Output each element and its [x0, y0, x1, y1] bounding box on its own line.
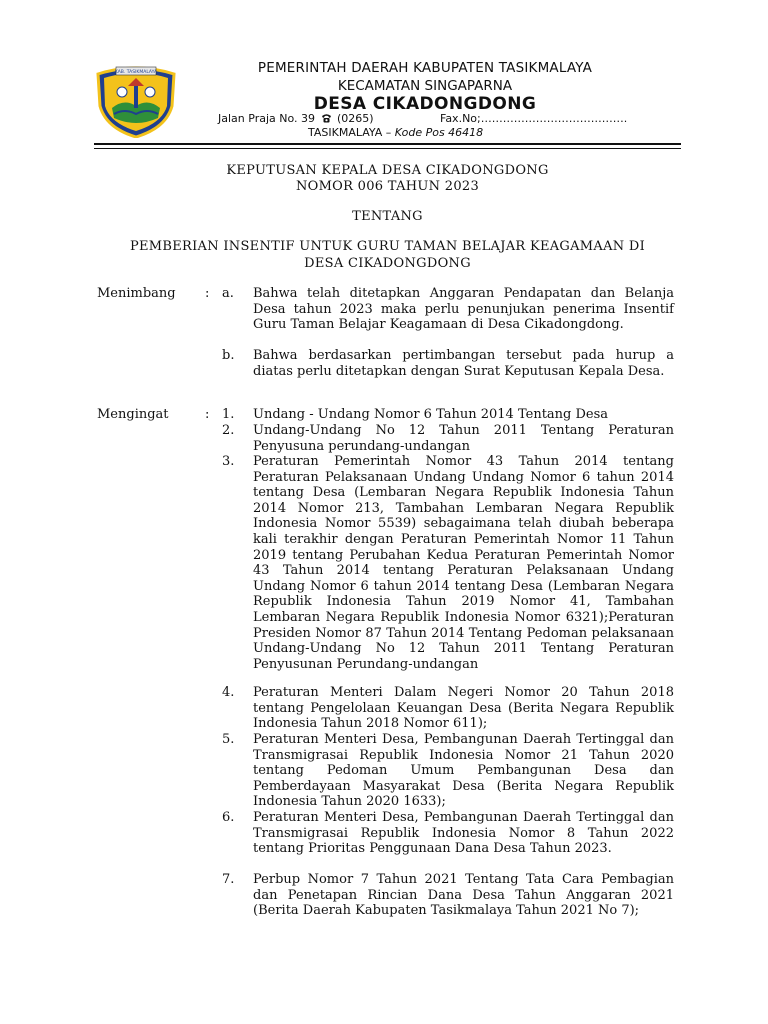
item-text: Peraturan Menteri Dalam Negeri Nomor 20 Tahun 2018 tentang Pengelolaan Keuangan Desa (Berita Negara Republik Indonesia Tahun 2018 Nomor 611);: [253, 685, 674, 732]
city-name: TASIKMALAYA –: [308, 126, 392, 139]
list-item: [222, 810, 674, 857]
regency-emblem-logo: [92, 62, 180, 138]
list-item: [222, 348, 674, 379]
city-postal-line: [308, 126, 483, 139]
decree-subject: [94, 238, 681, 272]
item-text: Peraturan Menteri Desa, Pembangunan Daerah Tertinggal dan Transmigrasai Republik Indonesia Nomor 21 Tahun 2020 tentang Pedoman Umum Pembangunan Desa dan Pemberdayaan Masyarakat Desa (Berita Negara Republik Indonesia Tahun 2020 1633);: [253, 732, 674, 810]
list-item: [222, 732, 674, 810]
list-item: [222, 685, 674, 732]
list-item: [222, 454, 674, 672]
address-line: [218, 112, 648, 125]
section-colon: :: [205, 286, 210, 301]
item-text: Bahwa berdasarkan pertimbangan tersebut pada hurup a diatas perlu ditetapkan dengan Surat Keputusan Kepala Desa.: [253, 348, 674, 379]
list-item: [222, 407, 674, 423]
letterhead-rule-thin: [94, 148, 681, 149]
item-text: Bahwa telah ditetapkan Anggaran Pendapatan dan Belanja Desa tahun 2023 maka perlu penunjukan penerima Insentif Guru Taman Belajar Keagamaan di Desa Cikadongdong.: [253, 286, 674, 333]
decree-subject-line-2: DESA CIKADONGDONG: [304, 256, 471, 271]
item-marker: 7.: [222, 872, 235, 887]
list-item: [222, 286, 674, 333]
list-item: [222, 872, 674, 919]
government-name: PEMERINTAH DAERAH KABUPATEN TASIKMALAYA: [257, 60, 593, 76]
fax-number: Fax.No;………………………………….: [440, 112, 628, 125]
phone-number: (0265): [337, 112, 374, 125]
section-label: Mengingat: [97, 407, 169, 422]
street-address: Jalan Praja No. 39: [218, 112, 316, 125]
postal-code: Kode Pos 46418: [394, 126, 484, 139]
section-label: Menimbang: [97, 286, 176, 301]
telephone-icon: [321, 113, 332, 123]
item-marker: 5.: [222, 732, 235, 747]
emblem-ribbon-text: KAB. TASIKMALAYA: [114, 70, 158, 75]
item-marker: 4.: [222, 685, 235, 700]
item-marker: 3.: [222, 454, 235, 469]
item-marker: a.: [222, 286, 234, 301]
item-text: Undang - Undang Nomor 6 Tahun 2014 Tentang Desa: [253, 407, 609, 422]
decree-about-label: TENTANG: [352, 209, 423, 224]
item-text: Undang-Undang No 12 Tahun 2011 Tentang Peraturan Penyusuna perundang-undangan: [253, 423, 674, 454]
section-colon: :: [205, 407, 210, 422]
decree-number: NOMOR 006 TAHUN 2023: [295, 179, 480, 194]
village-name: DESA CIKADONGDONG: [313, 94, 537, 114]
decree-title: KEPUTUSAN KEPALA DESA CIKADONGDONG: [226, 163, 549, 178]
letterhead-rule-thick: [94, 143, 681, 145]
item-text: Perbup Nomor 7 Tahun 2021 Tentang Tata Cara Pembagian dan Penetapan Rincian Dana Desa Tahun Anggaran 2021 (Berita Daerah Kabupaten Tasikmalaya Tahun 2021 No 7);: [253, 872, 674, 919]
item-text: Peraturan Pemerintah Nomor 43 Tahun 2014 tentang Peraturan Pelaksanaan Undang Undang Nomor 6 tahun 2014 tentang Desa (Lembaran Negara Republik Indonesia Tahun 2014 Nomor 213, Tambahan Lembaran Negara Republik Indonesia Nomor 5539) sebagaimana telah diubah beberapa kali terakhir dengan Peraturan Pemerintah Nomor 11 Tahun 2019 tentang Perubahan Kedua Peraturan Pemerintah Nomor 43 Tahun 2014 tentang Peraturan Pelaksanaan Undang Undang Nomor 6 tahun 2014 tentang Desa (Lembaran Negara Republik Indonesia Tahun 2019 Nomor 41, Tambahan Lembaran Negara Republik Indonesia Nomor 6321);Peraturan Presiden Nomor 87 Tahun 2014 Tentang Pedoman pelaksanaan Undang-Undang No 12 Tahun 2011 Tentang Peraturan Penyusunan Perundang-undangan: [253, 454, 674, 672]
list-item: [222, 423, 674, 454]
district-name: KECAMATAN SINGAPARNA: [337, 78, 513, 94]
item-marker: 6.: [222, 810, 235, 825]
decree-subject-line-1: PEMBERIAN INSENTIF UNTUK GURU TAMAN BELAJAR KEAGAMAAN DI: [129, 239, 646, 254]
item-marker: 2.: [222, 423, 235, 438]
item-marker: 1.: [222, 407, 235, 422]
item-text: Peraturan Menteri Desa, Pembangunan Daerah Tertinggal dan Transmigrasai Republik Indonesia Nomor 8 Tahun 2022 tentang Prioritas Penggunaan Dana Desa Tahun 2023.: [253, 810, 674, 857]
item-marker: b.: [222, 348, 235, 363]
